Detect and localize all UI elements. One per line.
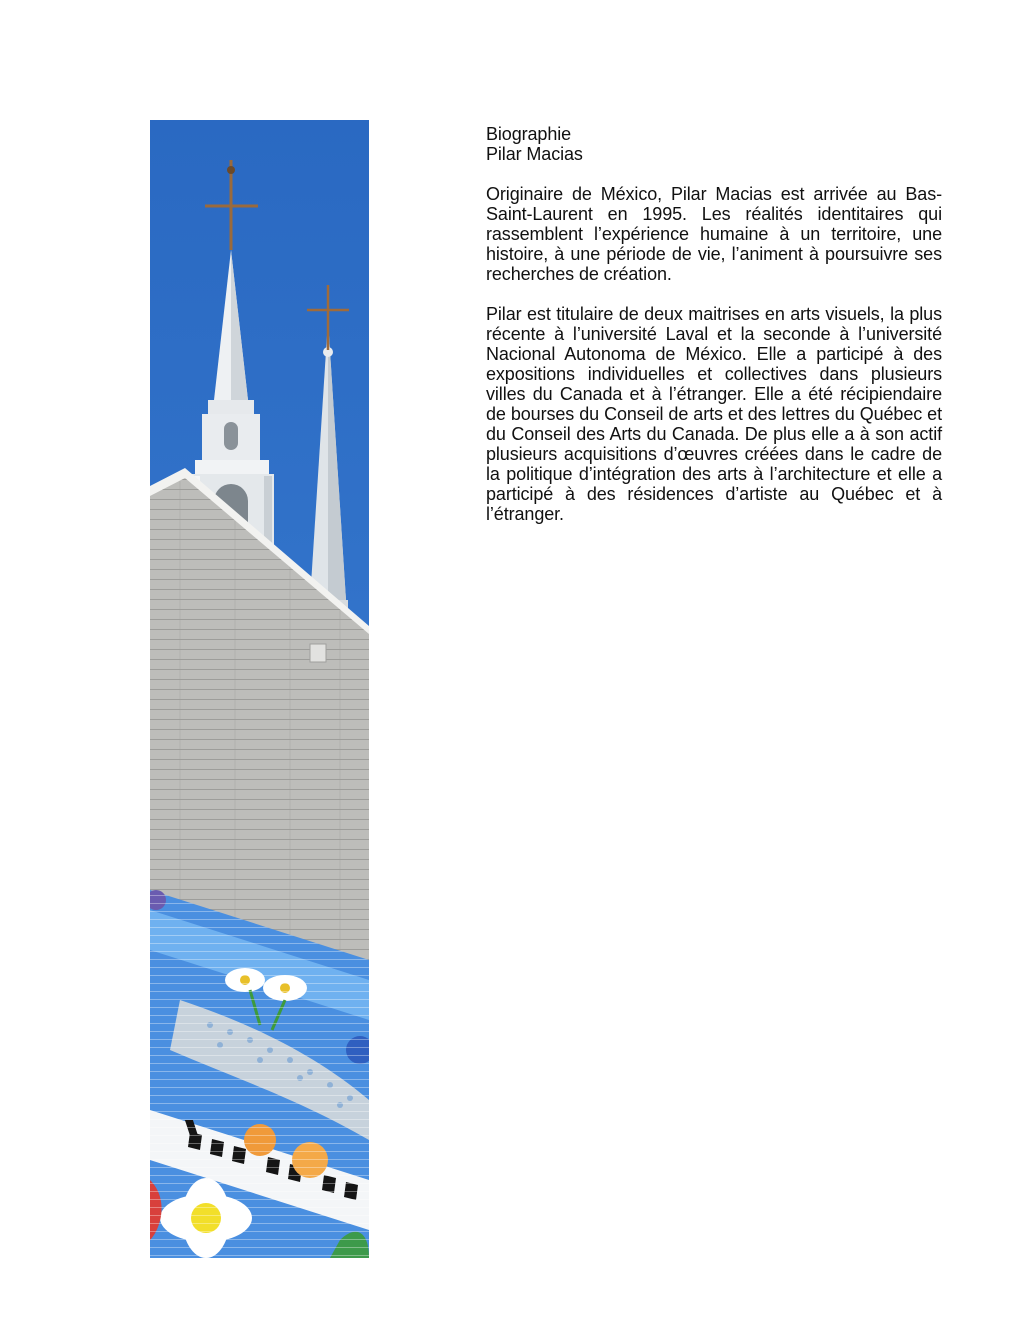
heading-artist-name: Pilar Macias xyxy=(486,144,583,164)
church-steeple-photo xyxy=(150,120,369,1258)
biography-text xyxy=(486,124,942,524)
paragraph-career: Pilar est titulaire de deux maitrises en arts visuels, la plus récente à l’université Laval et la seconde à l’université Nacional Autonoma de México. Elle a participé à des expositions individuelles et collectives dans plusieurs villes du Canada et à l’étranger. Elle a été récipiendaire de bourses du Conseil de arts et des lettres du Québec et du Conseil des Arts du Canada. De plus elle a à son actif plusieurs acquisitions d’œuvres créées dans le cadre de la politique d’intégration des arts à l’architecture et elle a participé à des résidences d’artiste au Québec et à l’étranger. xyxy=(486,304,942,524)
heading-biographie: Biographie xyxy=(486,124,572,144)
paragraph-origins: Originaire de México, Pilar Macias est arrivée au Bas-Saint-Laurent en 1995. Les réalités identitaires qui rassemblent l’expérience humaine à un territoire, une histoire, à une période de vie, l’animent à poursuivre ses recherches de création. xyxy=(486,184,942,284)
